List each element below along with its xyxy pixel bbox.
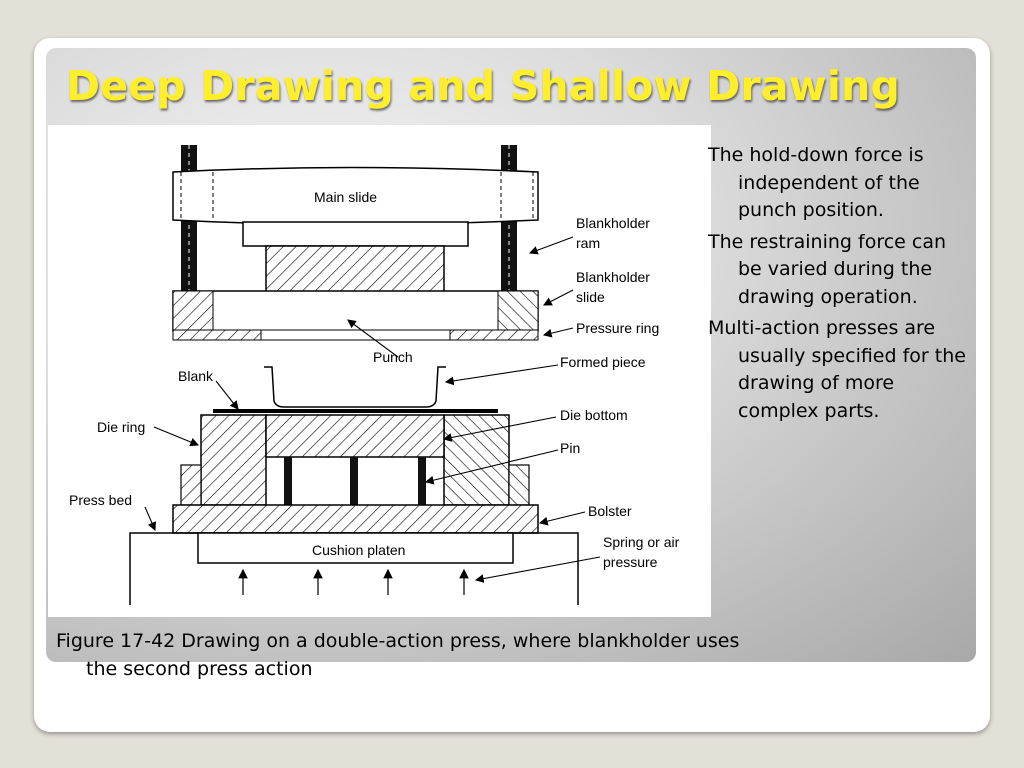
label-pressure-ring: Pressure ring — [576, 320, 660, 336]
press-diagram — [48, 125, 711, 617]
label-blankholder-slide-1: Blankholder — [576, 269, 650, 285]
label-main-slide: Main slide — [314, 189, 378, 205]
blank — [213, 409, 498, 413]
bullet-item: The restraining force can be varied during the drawing operation. — [708, 230, 947, 308]
label-blankholder-ram-2: ram — [576, 235, 601, 251]
formed-piece — [264, 367, 446, 407]
slide-title: Deep Drawing and Shallow Drawing — [66, 62, 901, 110]
bullet-item: Multi-action presses are usually specified for the drawing of more complex parts. — [708, 317, 966, 422]
die-bottom — [266, 415, 444, 457]
label-bolster: Bolster — [588, 503, 632, 519]
label-die-ring: Die ring — [97, 419, 146, 435]
pressure-arrows — [243, 570, 464, 595]
label-pin: Pin — [560, 440, 581, 456]
figure-caption: Figure 17-42 Drawing on a double-action press, where blankholder uses the second press action — [56, 630, 740, 680]
label-spring-2: pressure — [603, 554, 658, 570]
blankholder-ram-block — [243, 222, 468, 246]
label-cushion-platen: Cushion platen — [312, 542, 406, 558]
pressure-ring — [173, 330, 538, 340]
label-blankholder-slide-2: slide — [576, 289, 605, 305]
label-die-bottom: Die bottom — [560, 407, 628, 423]
bolster — [173, 505, 538, 533]
bullet-item: The hold-down force is independent of the punch position. — [708, 144, 924, 221]
label-blank: Blank — [178, 368, 214, 384]
label-press-bed: Press bed — [69, 492, 133, 508]
label-punch: Punch — [373, 349, 413, 365]
label-spring-1: Spring or air — [603, 534, 680, 550]
bullet-list — [708, 142, 970, 429]
label-blankholder-ram-1: Blankholder — [576, 215, 650, 231]
label-formed-piece: Formed piece — [560, 354, 646, 370]
